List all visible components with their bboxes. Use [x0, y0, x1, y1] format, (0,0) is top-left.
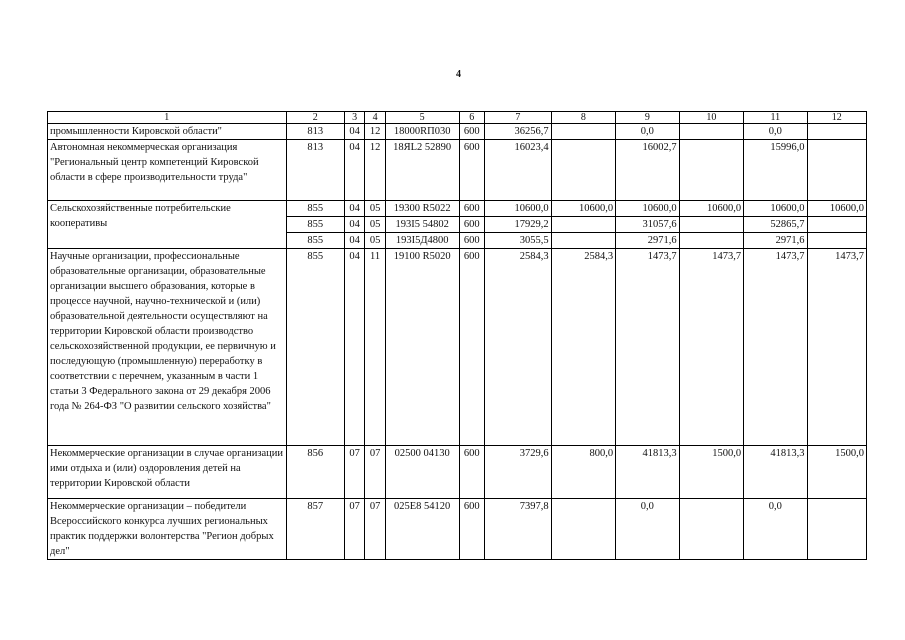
column-header: 9 [616, 112, 679, 124]
cell-expense-type: 600 [459, 499, 485, 560]
cell-value: 2584,3 [485, 249, 552, 446]
cell-subsection: 05 [365, 217, 385, 233]
column-header: 5 [385, 112, 459, 124]
cell-value: 2971,6 [744, 233, 807, 249]
cell-value: 1473,7 [679, 249, 743, 446]
table-row [48, 499, 867, 560]
cell-value: 0,0 [744, 499, 807, 560]
cell-value: 1473,7 [616, 249, 679, 446]
cell-subsection: 11 [365, 249, 385, 446]
column-header: 1 [48, 112, 287, 124]
row-name: Некоммерческие организации – победители Всероссийского конкурса лучших региональных практик поддержки волонтерства "Регион добрых дел" [48, 499, 287, 560]
cell-subsection: 05 [365, 233, 385, 249]
column-header: 10 [679, 112, 743, 124]
table-row [48, 140, 867, 201]
column-header: 2 [286, 112, 344, 124]
cell-target-article: 193I5Д4800 [385, 233, 459, 249]
row-name: Сельскохозяйственные потребительские кооперативы [48, 201, 287, 249]
column-header: 11 [744, 112, 807, 124]
cell-section: 04 [344, 140, 364, 201]
table-row [48, 201, 867, 217]
row-name: промышленности Кировской области" [48, 124, 287, 140]
cell-value [679, 140, 743, 201]
column-header: 6 [459, 112, 485, 124]
cell-value: 0,0 [616, 124, 679, 140]
cell-value [551, 140, 615, 201]
cell-value [807, 499, 866, 560]
table-header-row [48, 112, 867, 124]
cell-target-article: 025E8 54120 [385, 499, 459, 560]
cell-value: 17929,2 [485, 217, 552, 233]
cell-value: 16002,7 [616, 140, 679, 201]
row-name: Научные организации, профессиональные образовательные организации, образовательные организации высшего образования, которые в процессе научной, научно-технической и (или) образовательной деятельности осуществляют на территории Кировской области производство сельскохозяйственной продукции, ее первичную и последующую (промышленную) переработку в соответствии с перечнем, указанным в части 1 статьи 3 Федерального закона от 29 декабря 2006 года № 264-ФЗ "О развитии сельского хозяйства" [48, 249, 287, 446]
cell-section: 04 [344, 124, 364, 140]
cell-target-article: 19300 R5022 [385, 201, 459, 217]
cell-value: 36256,7 [485, 124, 552, 140]
row-name: Некоммерческие организации в случае организации ими отдыха и (или) оздоровления детей на территории Кировской области [48, 446, 287, 499]
cell-value: 41813,3 [744, 446, 807, 499]
cell-ministry-code: 813 [286, 140, 344, 201]
cell-subsection: 07 [365, 499, 385, 560]
cell-value [679, 233, 743, 249]
cell-value: 0,0 [744, 124, 807, 140]
cell-subsection: 12 [365, 140, 385, 201]
cell-value: 1473,7 [744, 249, 807, 446]
cell-value: 1473,7 [807, 249, 866, 446]
cell-value: 3055,5 [485, 233, 552, 249]
cell-ministry-code: 855 [286, 201, 344, 217]
cell-value: 10600,0 [679, 201, 743, 217]
cell-value: 2971,6 [616, 233, 679, 249]
cell-value: 10600,0 [616, 201, 679, 217]
cell-value [807, 217, 866, 233]
row-name: Автономная некоммерческая организация "Региональный центр компетенций Кировской области в сфере производительности труда" [48, 140, 287, 201]
cell-value: 41813,3 [616, 446, 679, 499]
cell-expense-type: 600 [459, 446, 485, 499]
cell-value: 10600,0 [551, 201, 615, 217]
cell-expense-type: 600 [459, 201, 485, 217]
cell-value: 10600,0 [485, 201, 552, 217]
cell-value: 31057,6 [616, 217, 679, 233]
cell-value: 52865,7 [744, 217, 807, 233]
cell-section: 04 [344, 249, 364, 446]
table-row [48, 446, 867, 499]
cell-value: 16023,4 [485, 140, 552, 201]
cell-expense-type: 600 [459, 233, 485, 249]
table-row [48, 124, 867, 140]
cell-value [807, 233, 866, 249]
cell-value [551, 499, 615, 560]
cell-section: 04 [344, 201, 364, 217]
cell-value [679, 499, 743, 560]
cell-value: 800,0 [551, 446, 615, 499]
cell-value: 2584,3 [551, 249, 615, 446]
cell-ministry-code: 856 [286, 446, 344, 499]
column-header: 4 [365, 112, 385, 124]
table-row [48, 249, 867, 446]
cell-subsection: 12 [365, 124, 385, 140]
cell-value [551, 233, 615, 249]
cell-expense-type: 600 [459, 140, 485, 201]
cell-expense-type: 600 [459, 217, 485, 233]
cell-value: 0,0 [616, 499, 679, 560]
cell-value: 15996,0 [744, 140, 807, 201]
cell-subsection: 07 [365, 446, 385, 499]
cell-target-article: 02500 04130 [385, 446, 459, 499]
cell-value: 10600,0 [807, 201, 866, 217]
column-header: 8 [551, 112, 615, 124]
cell-ministry-code: 855 [286, 233, 344, 249]
cell-section: 04 [344, 233, 364, 249]
cell-target-article: 18000RП030 [385, 124, 459, 140]
cell-value: 7397,8 [485, 499, 552, 560]
column-header: 3 [344, 112, 364, 124]
cell-value [679, 124, 743, 140]
cell-section: 07 [344, 499, 364, 560]
column-header: 7 [485, 112, 552, 124]
cell-ministry-code: 855 [286, 217, 344, 233]
cell-subsection: 05 [365, 201, 385, 217]
cell-section: 07 [344, 446, 364, 499]
cell-value [807, 124, 866, 140]
cell-value: 3729,6 [485, 446, 552, 499]
cell-ministry-code: 855 [286, 249, 344, 446]
cell-ministry-code: 857 [286, 499, 344, 560]
cell-value: 1500,0 [807, 446, 866, 499]
cell-value [551, 124, 615, 140]
cell-target-article: 19100 R5020 [385, 249, 459, 446]
cell-expense-type: 600 [459, 249, 485, 446]
cell-value: 10600,0 [744, 201, 807, 217]
cell-target-article: 18ЯL2 52890 [385, 140, 459, 201]
cell-target-article: 193I5 54802 [385, 217, 459, 233]
column-header: 12 [807, 112, 866, 124]
cell-ministry-code: 813 [286, 124, 344, 140]
budget-table [47, 111, 867, 560]
cell-section: 04 [344, 217, 364, 233]
cell-value [679, 217, 743, 233]
cell-expense-type: 600 [459, 124, 485, 140]
page-number: 4 [456, 69, 461, 80]
cell-value: 1500,0 [679, 446, 743, 499]
cell-value [551, 217, 615, 233]
cell-value [807, 140, 866, 201]
